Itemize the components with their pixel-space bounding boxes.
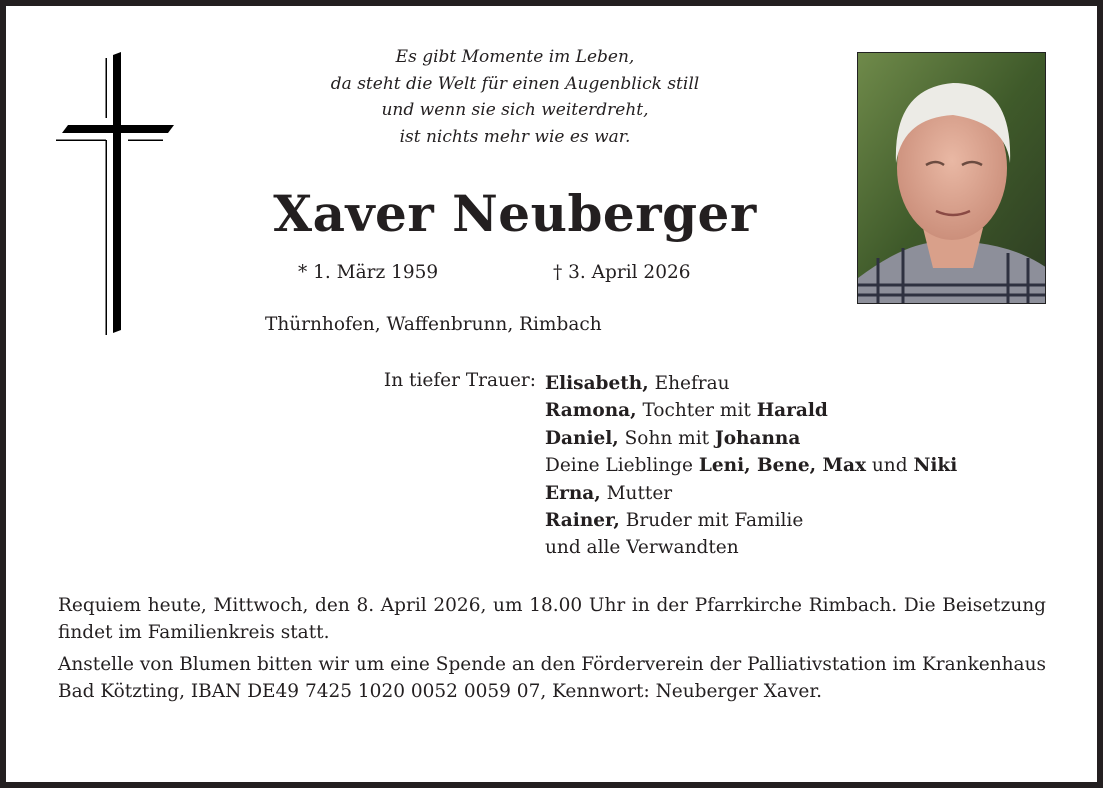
mourner-relation: Mutter: [600, 482, 673, 504]
mourner-relation: und: [866, 455, 914, 477]
mourner-line: [545, 507, 957, 534]
poem-line: da steht die Welt für einen Augenblick still: [330, 73, 700, 94]
requiem-text: Requiem heute, Mittwoch, den 8. April 2026, um 18.00 Uhr in der Pfarrkirche Rimbach. Die Beisetzung findet im Familienkreis statt.: [58, 595, 1046, 643]
mourners-list: [545, 370, 957, 562]
mourner-name: Niki: [913, 455, 958, 477]
places: Thürnhofen, Waffenbrunn, Rimbach: [265, 314, 602, 335]
mourner-relation: und alle Verwandten: [545, 537, 739, 559]
mourner-name: Harald: [756, 400, 828, 422]
mourner-relation: Deine Lieblinge: [545, 455, 699, 477]
mourner-line: [545, 452, 957, 479]
poem-line: und wenn sie sich weiterdreht,: [381, 100, 649, 120]
mourner-line: [545, 425, 957, 452]
mourner-line: [545, 397, 957, 424]
mourner-name: Daniel,: [545, 427, 619, 449]
mourner-line: [545, 480, 957, 507]
mourner-name: Rainer,: [545, 510, 620, 532]
mourner-name: Leni, Bene, Max: [698, 455, 867, 477]
birth-date: * 1. März 1959: [298, 262, 439, 283]
mourner-relation: Ehefrau: [648, 373, 730, 394]
mourner-relation: Sohn mit: [618, 427, 715, 449]
mourner-name: Ramona,: [545, 400, 637, 422]
mourner-line: [545, 370, 957, 397]
poem-line: ist nichts mehr wie es war.: [399, 126, 631, 147]
mourner-relation: Bruder mit Familie: [619, 510, 804, 532]
mourner-line: [545, 534, 957, 561]
mourner-relation: Tochter mit: [636, 400, 757, 422]
mourning-label: In tiefer Trauer:: [383, 370, 536, 391]
donation-text: Anstelle von Blumen bitten wir um eine Spende an den Förderverein der Palliativstation im Krankenhaus Bad Kötzting, IBAN DE49 7425 1020 0052 0059 07, Kennwort: Neuberger Xaver.: [58, 654, 1046, 702]
poem: [240, 44, 790, 150]
cross-icon: [0, 0, 200, 345]
poem-line: Es gibt Momente im Leben,: [395, 47, 635, 67]
portrait-photo: [857, 52, 1046, 304]
mourner-name: Erna,: [545, 482, 601, 504]
death-date: † 3. April 2026: [553, 262, 691, 283]
mourner-name: Johanna: [714, 427, 801, 449]
mourner-name: Elisabeth,: [545, 373, 649, 394]
deceased-name: Xaver Neuberger: [273, 184, 757, 243]
